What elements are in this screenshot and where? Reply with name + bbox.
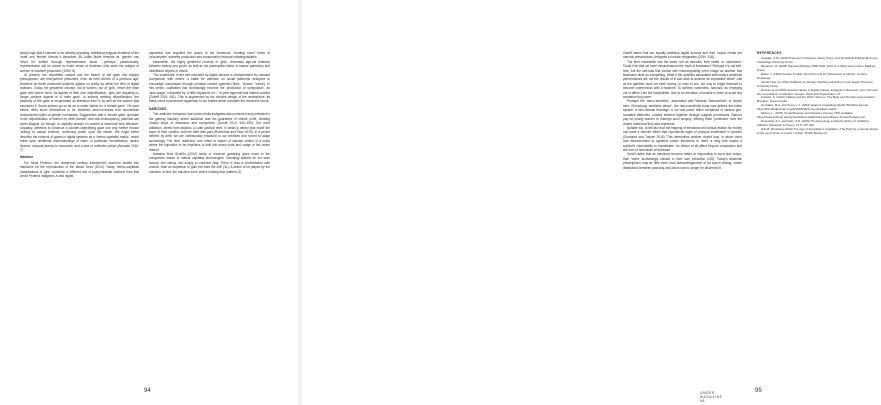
reference-item: Amadae, S.M. (2016) Prisoners of Reason: Game Theory and Neoliberal Political Economy. Cambridge University Press. (757, 56, 879, 65)
paragraph: Natasha Dow Schüll's (2012) study of machine gambling gives clues to the compulsive nature of mature capitalist technologies. Gambling addicts do not seek money, she claims, but simply to continue play. There is less a confrontation with chance, than an aspiration to gain exit from the self' (31). A desire to be played by the machine; to find 'the machine zone' where nothing else matters (2). (149, 151, 270, 174)
left-column-2 (149, 51, 270, 383)
paragraph: Zuboff warns that our equally addictive digital devices and their 'social' media are narcotic prescriptions, designed to induce resignation (2019, 516). (623, 51, 742, 60)
reference-item: Rosenthal, R.J. and Faris, S.B. (2019) The Etymology and Early History of 'Addiction'. Addiction Research & Theory, 27:5, 437-449. (757, 118, 871, 127)
page-number-right: 95 (755, 388, 762, 394)
reference-item: Dennen et al (2020) Seeded Labour in Digital Culture: Instagram influencers, porn chic and the monetization of attention. Gender, Work and Organization, 27. (757, 87, 878, 96)
page-gutter (296, 0, 304, 405)
section-heading-machine: Machine (20, 155, 34, 160)
end-mark: // (719, 165, 721, 170)
reference-item: Butler, J. (1990) Gender Trouble: Feminism and the Subversion of Identity. London: Routledge. (757, 72, 868, 80)
paragraph-final (623, 152, 742, 170)
paragraph: For Silvia Pedeeci, the nineteenth century transformed women's bodies into machines for the reproduction of the labour force (2014). Today, hetero-capitalist instantiations of 'girls' constitute a different sort of post-industrial machine than that which Pedeeci imagined. A vast digital (20, 160, 139, 178)
paragraph: apparatus has engulfed the space of the commons, creating novel forms of 'prosumption' whereby production and consumption become indistinguishable. (149, 51, 270, 60)
reference-item: Zuboff, Shoshana (2019) The Age of Surveillance Capitalism: The Fight for a Human Future at the new frontier of power. London: Profile Books Ltd. (757, 126, 879, 135)
paragraph: The experience of the self-mediated by digital devices is characterised by constant comparison with others: a battle for attention on social platforms designed to encourage compulsion through primitive reward systems ('likes', 'shares', 'views'). In this sense, capitalism has increasingly become the 'production of compulsion', an 'auto-magic', lubricated by "a little dopamine hit..." of peer approval and shared content (Zuboff 2019, 451). This is augmented by the intuitive design of the smartphone, its black mirror touchscreen appended to our bodies which complete the electronic circuit. (149, 73, 270, 104)
reference-item: Mulvey, L. (1975) Visual Pleasure and Narrative Cinema. PDF available: https://www.amherst.edu/system/files/media/1021/Laura-Mulvey-Visual-Pleasure.pdf (757, 111, 865, 119)
reference-item: Schüll, Dow, N. (2012) Addiction by Design: Machine Gambling in Las Vegas. Princeton University Press. (757, 79, 873, 88)
paragraph: binary logic that it claimed to be actively opposing: stabilising singular iterations of the 'male' and 'female' fictions it described. As Judith Butler reminds us, 'gender' can never be settled through representation alone '...perhaps, paradoxically, representation will be shown to make sense of feminism only when the subject of women is nowhere presumed' (1990, 8). (20, 51, 139, 73)
left-page (0, 0, 300, 405)
reference-item: Benjamin, W. (2008) Selected Writings 1938-1940, Volume 4. Mass and London: Belknap Press. (757, 64, 876, 73)
section-heading-narcosis: NARCOSIS (149, 106, 167, 111)
reference-item: Gonzalez, M.A. and Toyoen, C. (2016) Heart of a Heartless World, Blindfold Journal. https://blindfoldjournal.com/2016/06/26/3-of-a-heartless-world/ (757, 103, 869, 112)
page-number-left: 94 (144, 388, 151, 394)
references-heading: REFERENCES (757, 51, 782, 55)
paragraph: Notable too, is the fact that the feigning of emotional and sexual elation for money can have a narcotic effect that reproduces signs of physical excitement in workers (Gonzalez and Toyoen 2016). This determines another closed loop, in which one's own abandonment to systemic power structures is, itself, a drug that masks a subject's vulnerability to exploitation. An elision of all affect beyond compulsion and the rush of hedonistic self-erasure. (623, 125, 742, 152)
left-column-1 (20, 51, 139, 383)
paragraph: The term narcissism has the same root as narcosis, from narke, or 'numbness'. Could it be that we have misunderstood the myth of Narcissus? Perhaps it is not self-love, but the self-loss that comes with misrecognising one's image as another that Narcissus finds so compelling. What if the qualities associated with today's aesthetic performances are not the results of a vain wish to achieve an impossible ideal? Just as the gambler does not seek money, or even to win, but only to forget themself to become coterminous with a machine. To achieve numbness, narcosis, an emptying out of affect. Like the bodybuilder, clad in an armature of muscle in order to avoid any sensation but power. (623, 59, 742, 100)
reference-item: Federici, S. (2014) Caliban and the Witch: Women, The Body and Primitive Accumulation. Brooklyn: Autonomedia. (757, 95, 876, 104)
paragraph: Perhaps the 'narco-aesthetic', associated with Mexican Narcoculture, is helpful here. Embodying 'aesthetic labour', the narco-aesthetic body now defines the entire system. A neo-colonial bricolage: a 'cut and paste' fetish comprised of various geo-locatable attributes, crudely stitched together through surgical procedures. Narco's pay for young women to undergo such surgery, offering them 'protection' from the violent mafia that they also represent. (623, 99, 742, 126)
paragraph: The addictive behaviour that social media instigates was pioneered and perfected in the gaming industry, where addiction was the guarantee of infinite profit, creating 'closed loops of obsession and compulsion' (Zuboff 2019, 449–450). Our word addiction, stems from addictio, a Latin juridical term, in which a debtor was made the slave of their creditor, until the debt was paid (Rosenthal and Faris 2019). In a period defined by debt, we are continuously enslaved to our creditors and forced to adapt accordingly. The term 'addiction' now refers to issues of impulse control in a world where the injunction to be impulsive is built into every node and nudge of the online market. (149, 112, 270, 152)
magazine-footer: UNDER MAGAZINE #8 (700, 391, 723, 403)
references-column (757, 51, 881, 383)
right-column-1 (623, 51, 742, 383)
right-page (300, 0, 879, 405)
paragraph: Meanwhile, the highly gendered concept of 'girls', rehearses age-old relations between beauty and youth, as well as the paedophilic taboo of mature patriarchy and infantilised objects of desire. (149, 59, 270, 73)
paragraph: At present, the objectified subject and the bearer of the gaze this subject presupposes, are everywhere presumed, even as tired clichés of a previous age. Nowhere do these presumed subjects appear so vividly as within the field of digital relations. Today, the gendered concept, not of women, but of 'girls', return the male gaze with potent force. As agents of their own objectification, 'girls' are arguably no longer passive objects of a 'male gaze'. In actively seeking objectification, the passivity of this gaze is recuperated as liberation from it, as well as the system that structures it. Some authors go so far as to make claims for 'a female gaze'. Yet such efforts often show themselves to be fetishistic semi-reversals that reconstitute fundamental myths of gender normativity. Suggestions that a 'female gaze' operates in the objectification of women by other women, and has emancipatory, potential can seem illogical. As though, to objectify women on women is somehow less offensive. Arguably, attempts to construct a counter-objectifying gaze can only further reduce 'seeing' to casual violence, conferring power upon the viewer. We might better describe the network of gazes in digital systems as a 'hetero-capitalist matrix,' which relies upon neoliberal understandings of value, in particular, monetisation; casino finance; unequal access to resources, and a lack of collective action (Amadae 2016, 7). (20, 73, 139, 152)
paragraph-text: Schüll notes that as machines become better at responding to input and output, their 'users' increasingly collude in their own extinction (181). Today's aesthetic prescriptions may be little more than acknowledgement of an epoch ending, where distinctions between passivity and action can no longer be discerned (623, 152, 742, 170)
